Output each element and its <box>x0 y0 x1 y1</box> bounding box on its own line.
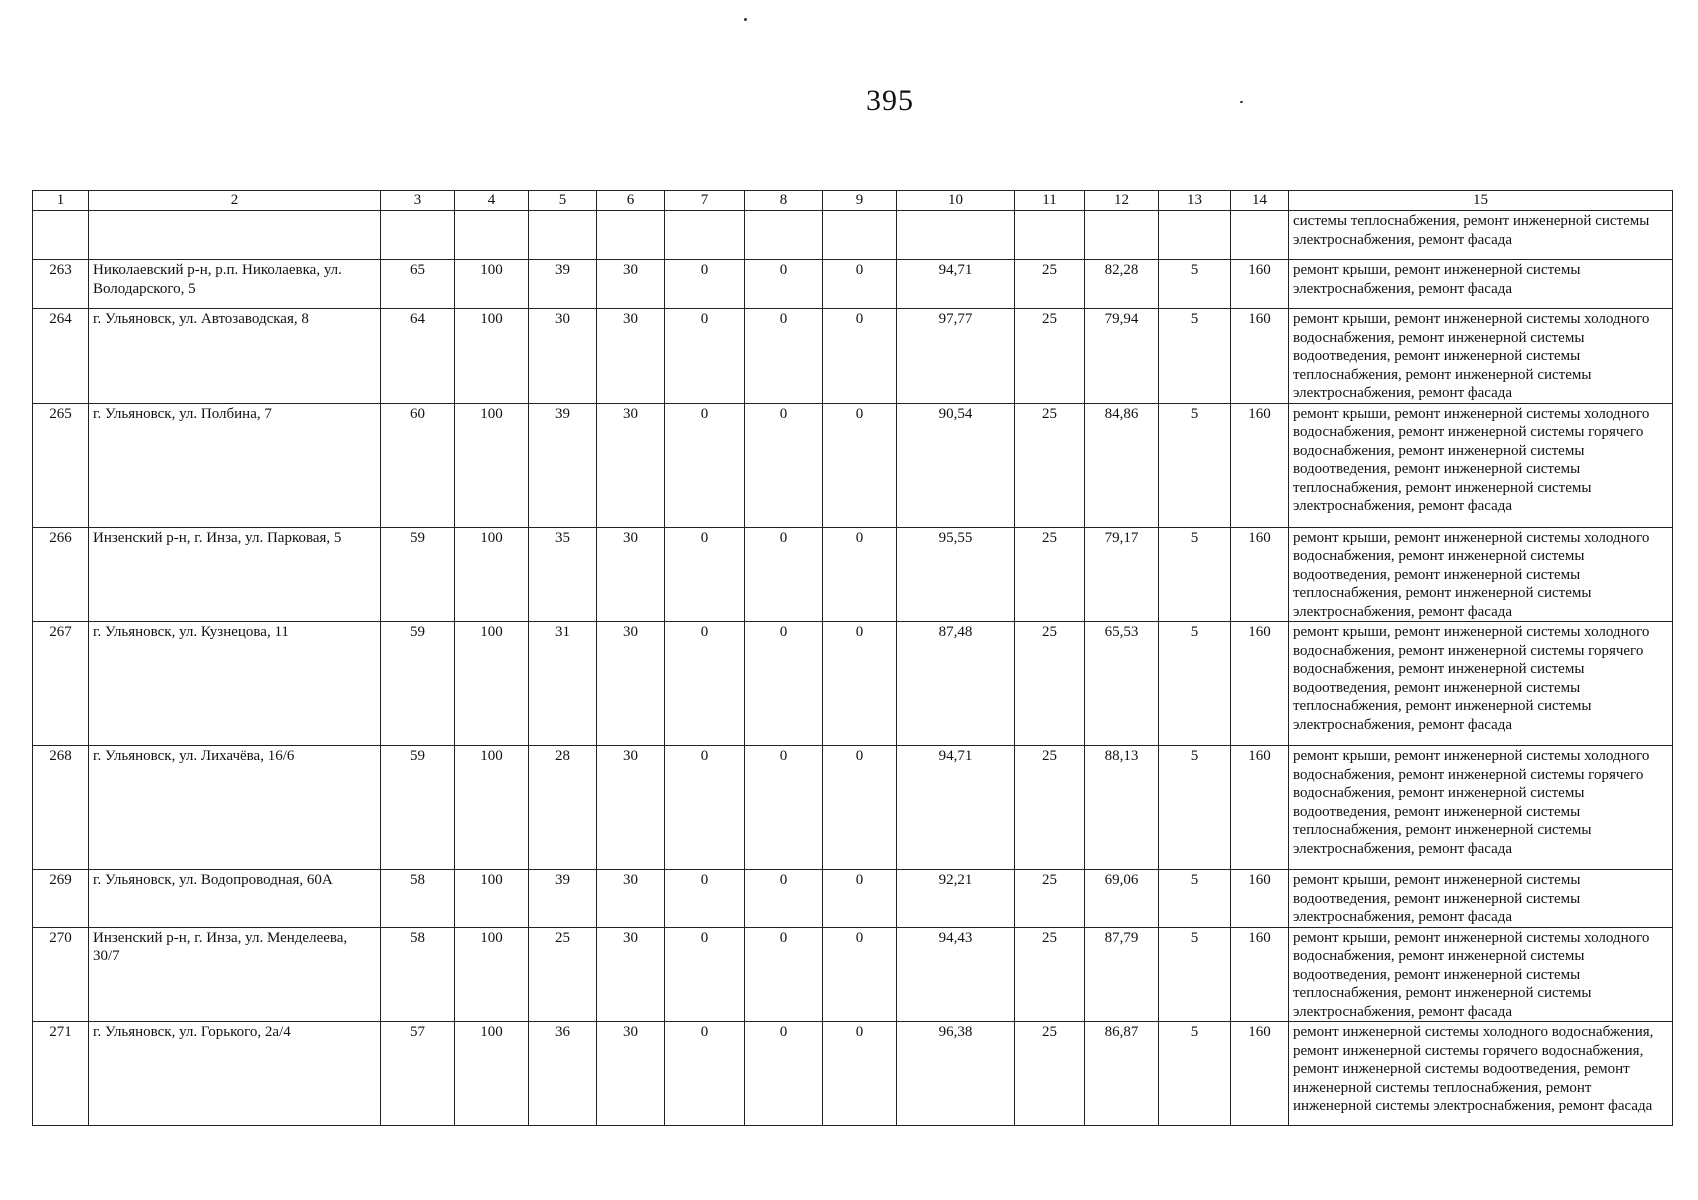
repair-works-cell: ремонт крыши, ремонт инженерной системы холодного водоснабжения, ремонт инженерной системы водоотведения, ремонт инженерной системы теплоснабжения, ремонт инженерной системы электроснабжения, ремонт фасада <box>1289 527 1673 622</box>
row-number-cell: 266 <box>33 527 89 622</box>
table-row <box>33 403 1673 527</box>
value-cell: 88,13 <box>1085 746 1159 870</box>
value-cell: 90,54 <box>897 403 1015 527</box>
value-cell: 0 <box>745 1022 823 1126</box>
value-cell: 59 <box>381 622 455 746</box>
value-cell: 79,94 <box>1085 309 1159 404</box>
value-cell: 65 <box>381 260 455 309</box>
column-header: 5 <box>529 191 597 211</box>
value-cell: 30 <box>597 622 665 746</box>
value-cell: 96,38 <box>897 1022 1015 1126</box>
repair-works-cell: ремонт крыши, ремонт инженерной системы холодного водоснабжения, ремонт инженерной системы горячего водоснабжения, ремонт инженерной системы водоотведения, ремонт инженерной системы теплоснабжения, ремонт инженерной системы электроснабжения, ремонт фасада <box>1289 622 1673 746</box>
column-header: 10 <box>897 191 1015 211</box>
table-cell <box>89 211 381 260</box>
row-number-cell: 264 <box>33 309 89 404</box>
row-number-cell: 267 <box>33 622 89 746</box>
value-cell: 94,71 <box>897 746 1015 870</box>
column-header: 7 <box>665 191 745 211</box>
value-cell: 30 <box>597 260 665 309</box>
row-number-cell: 271 <box>33 1022 89 1126</box>
row-number-cell: 269 <box>33 870 89 928</box>
column-header: 3 <box>381 191 455 211</box>
value-cell: 79,17 <box>1085 527 1159 622</box>
value-cell: 0 <box>745 527 823 622</box>
column-header: 13 <box>1159 191 1231 211</box>
table-cell <box>455 211 529 260</box>
value-cell: 69,06 <box>1085 870 1159 928</box>
capital-repair-table <box>32 190 1673 1126</box>
value-cell: 0 <box>665 1022 745 1126</box>
repair-works-cell: ремонт крыши, ремонт инженерной системы холодного водоснабжения, ремонт инженерной системы горячего водоснабжения, ремонт инженерной системы водоотведения, ремонт инженерной системы теплоснабжения, ремонт инженерной системы электроснабжения, ремонт фасада <box>1289 746 1673 870</box>
address-cell: Инзенский р-н, г. Инза, ул. Менделеева, 30/7 <box>89 927 381 1022</box>
column-header: 11 <box>1015 191 1085 211</box>
row-number-cell: 268 <box>33 746 89 870</box>
row-number-cell: 265 <box>33 403 89 527</box>
address-cell: г. Ульяновск, ул. Горького, 2а/4 <box>89 1022 381 1126</box>
continued-row <box>33 211 1673 260</box>
value-cell: 25 <box>1015 622 1085 746</box>
value-cell: 0 <box>823 309 897 404</box>
value-cell: 100 <box>455 403 529 527</box>
value-cell: 0 <box>665 403 745 527</box>
value-cell: 35 <box>529 527 597 622</box>
value-cell: 0 <box>665 622 745 746</box>
table-cell <box>597 211 665 260</box>
value-cell: 100 <box>455 870 529 928</box>
value-cell: 100 <box>455 309 529 404</box>
table-cell <box>823 211 897 260</box>
value-cell: 58 <box>381 870 455 928</box>
table-cell <box>745 211 823 260</box>
address-cell: г. Ульяновск, ул. Автозаводская, 8 <box>89 309 381 404</box>
value-cell: 57 <box>381 1022 455 1126</box>
value-cell: 100 <box>455 260 529 309</box>
value-cell: 30 <box>597 746 665 870</box>
value-cell: 0 <box>745 260 823 309</box>
value-cell: 0 <box>823 260 897 309</box>
value-cell: 95,55 <box>897 527 1015 622</box>
value-cell: 0 <box>665 870 745 928</box>
table-cell <box>1085 211 1159 260</box>
value-cell: 39 <box>529 260 597 309</box>
value-cell: 0 <box>745 927 823 1022</box>
value-cell: 0 <box>823 622 897 746</box>
value-cell: 0 <box>823 527 897 622</box>
address-cell: Инзенский р-н, г. Инза, ул. Парковая, 5 <box>89 527 381 622</box>
value-cell: 100 <box>455 746 529 870</box>
column-header: 1 <box>33 191 89 211</box>
repair-works-cell: ремонт крыши, ремонт инженерной системы водоотведения, ремонт инженерной системы электроснабжения, ремонт фасада <box>1289 870 1673 928</box>
value-cell: 59 <box>381 527 455 622</box>
value-cell: 87,79 <box>1085 927 1159 1022</box>
value-cell: 30 <box>529 309 597 404</box>
value-cell: 30 <box>597 309 665 404</box>
value-cell: 5 <box>1159 260 1231 309</box>
table-row <box>33 1022 1673 1126</box>
scan-speck <box>744 18 747 21</box>
table-cell <box>665 211 745 260</box>
value-cell: 0 <box>745 870 823 928</box>
value-cell: 92,21 <box>897 870 1015 928</box>
table-cell <box>1015 211 1085 260</box>
value-cell: 30 <box>597 870 665 928</box>
value-cell: 0 <box>823 746 897 870</box>
value-cell: 82,28 <box>1085 260 1159 309</box>
value-cell: 86,87 <box>1085 1022 1159 1126</box>
value-cell: 25 <box>1015 1022 1085 1126</box>
value-cell: 5 <box>1159 403 1231 527</box>
value-cell: 5 <box>1159 746 1231 870</box>
value-cell: 31 <box>529 622 597 746</box>
value-cell: 0 <box>665 527 745 622</box>
table-row <box>33 309 1673 404</box>
value-cell: 5 <box>1159 309 1231 404</box>
table-cell <box>381 211 455 260</box>
value-cell: 160 <box>1231 622 1289 746</box>
value-cell: 5 <box>1159 870 1231 928</box>
table-row <box>33 622 1673 746</box>
address-cell: Николаевский р-н, р.п. Николаевка, ул. Володарского, 5 <box>89 260 381 309</box>
value-cell: 59 <box>381 746 455 870</box>
value-cell: 28 <box>529 746 597 870</box>
table-row <box>33 927 1673 1022</box>
scan-speck <box>1240 101 1243 103</box>
value-cell: 97,77 <box>897 309 1015 404</box>
value-cell: 94,43 <box>897 927 1015 1022</box>
table-row <box>33 527 1673 622</box>
column-header: 2 <box>89 191 381 211</box>
value-cell: 0 <box>823 927 897 1022</box>
value-cell: 0 <box>823 870 897 928</box>
table-row <box>33 870 1673 928</box>
value-cell: 160 <box>1231 746 1289 870</box>
value-cell: 25 <box>1015 746 1085 870</box>
page-number: 395 <box>866 84 914 117</box>
repair-works-cell: ремонт крыши, ремонт инженерной системы холодного водоснабжения, ремонт инженерной системы горячего водоснабжения, ремонт инженерной системы водоотведения, ремонт инженерной системы теплоснабжения, ремонт инженерной системы электроснабжения, ремонт фасада <box>1289 403 1673 527</box>
table-cell <box>33 211 89 260</box>
value-cell: 160 <box>1231 927 1289 1022</box>
value-cell: 0 <box>665 260 745 309</box>
value-cell: 25 <box>1015 260 1085 309</box>
value-cell: 39 <box>529 870 597 928</box>
value-cell: 39 <box>529 403 597 527</box>
value-cell: 5 <box>1159 527 1231 622</box>
column-header: 14 <box>1231 191 1289 211</box>
table-cell <box>1159 211 1231 260</box>
value-cell: 100 <box>455 527 529 622</box>
value-cell: 36 <box>529 1022 597 1126</box>
value-cell: 0 <box>665 746 745 870</box>
value-cell: 30 <box>597 927 665 1022</box>
column-header: 9 <box>823 191 897 211</box>
value-cell: 160 <box>1231 870 1289 928</box>
address-cell: г. Ульяновск, ул. Полбина, 7 <box>89 403 381 527</box>
value-cell: 94,71 <box>897 260 1015 309</box>
table-cell <box>1231 211 1289 260</box>
value-cell: 65,53 <box>1085 622 1159 746</box>
column-header: 15 <box>1289 191 1673 211</box>
value-cell: 5 <box>1159 1022 1231 1126</box>
value-cell: 160 <box>1231 309 1289 404</box>
value-cell: 0 <box>745 622 823 746</box>
row-number-cell: 270 <box>33 927 89 1022</box>
column-header: 12 <box>1085 191 1159 211</box>
column-header: 8 <box>745 191 823 211</box>
table-cell <box>897 211 1015 260</box>
value-cell: 0 <box>665 927 745 1022</box>
repair-works-cell: ремонт крыши, ремонт инженерной системы холодного водоснабжения, ремонт инженерной системы водоотведения, ремонт инженерной системы теплоснабжения, ремонт инженерной системы электроснабжения, ремонт фасада <box>1289 309 1673 404</box>
value-cell: 30 <box>597 527 665 622</box>
value-cell: 100 <box>455 927 529 1022</box>
value-cell: 25 <box>529 927 597 1022</box>
value-cell: 58 <box>381 927 455 1022</box>
column-number-row <box>33 191 1673 211</box>
value-cell: 87,48 <box>897 622 1015 746</box>
value-cell: 0 <box>665 309 745 404</box>
column-header: 4 <box>455 191 529 211</box>
repair-works-cell: ремонт инженерной системы холодного водоснабжения, ремонт инженерной системы горячего водоснабжения, ремонт инженерной системы водоотведения, ремонт инженерной системы теплоснабжения, ремонт инженерной системы электроснабжения, ремонт фасада <box>1289 1022 1673 1126</box>
value-cell: 30 <box>597 403 665 527</box>
value-cell: 0 <box>745 309 823 404</box>
value-cell: 5 <box>1159 927 1231 1022</box>
value-cell: 60 <box>381 403 455 527</box>
value-cell: 25 <box>1015 403 1085 527</box>
value-cell: 25 <box>1015 309 1085 404</box>
value-cell: 0 <box>745 746 823 870</box>
repair-works-cell: ремонт крыши, ремонт инженерной системы электроснабжения, ремонт фасада <box>1289 260 1673 309</box>
table-row <box>33 746 1673 870</box>
value-cell: 64 <box>381 309 455 404</box>
value-cell: 100 <box>455 1022 529 1126</box>
value-cell: 25 <box>1015 527 1085 622</box>
value-cell: 160 <box>1231 1022 1289 1126</box>
address-cell: г. Ульяновск, ул. Кузнецова, 11 <box>89 622 381 746</box>
value-cell: 100 <box>455 622 529 746</box>
value-cell: 160 <box>1231 260 1289 309</box>
value-cell: 84,86 <box>1085 403 1159 527</box>
row-number-cell: 263 <box>33 260 89 309</box>
address-cell: г. Ульяновск, ул. Лихачёва, 16/6 <box>89 746 381 870</box>
table-row <box>33 260 1673 309</box>
address-cell: г. Ульяновск, ул. Водопроводная, 60А <box>89 870 381 928</box>
value-cell: 0 <box>823 403 897 527</box>
repair-works-cell: системы теплоснабжения, ремонт инженерной системы электроснабжения, ремонт фасада <box>1289 211 1673 260</box>
value-cell: 0 <box>745 403 823 527</box>
value-cell: 25 <box>1015 927 1085 1022</box>
repair-works-cell: ремонт крыши, ремонт инженерной системы холодного водоснабжения, ремонт инженерной системы водоотведения, ремонт инженерной системы теплоснабжения, ремонт инженерной системы электроснабжения, ремонт фасада <box>1289 927 1673 1022</box>
value-cell: 30 <box>597 1022 665 1126</box>
value-cell: 5 <box>1159 622 1231 746</box>
value-cell: 160 <box>1231 527 1289 622</box>
table-cell <box>529 211 597 260</box>
value-cell: 25 <box>1015 870 1085 928</box>
value-cell: 160 <box>1231 403 1289 527</box>
column-header: 6 <box>597 191 665 211</box>
value-cell: 0 <box>823 1022 897 1126</box>
